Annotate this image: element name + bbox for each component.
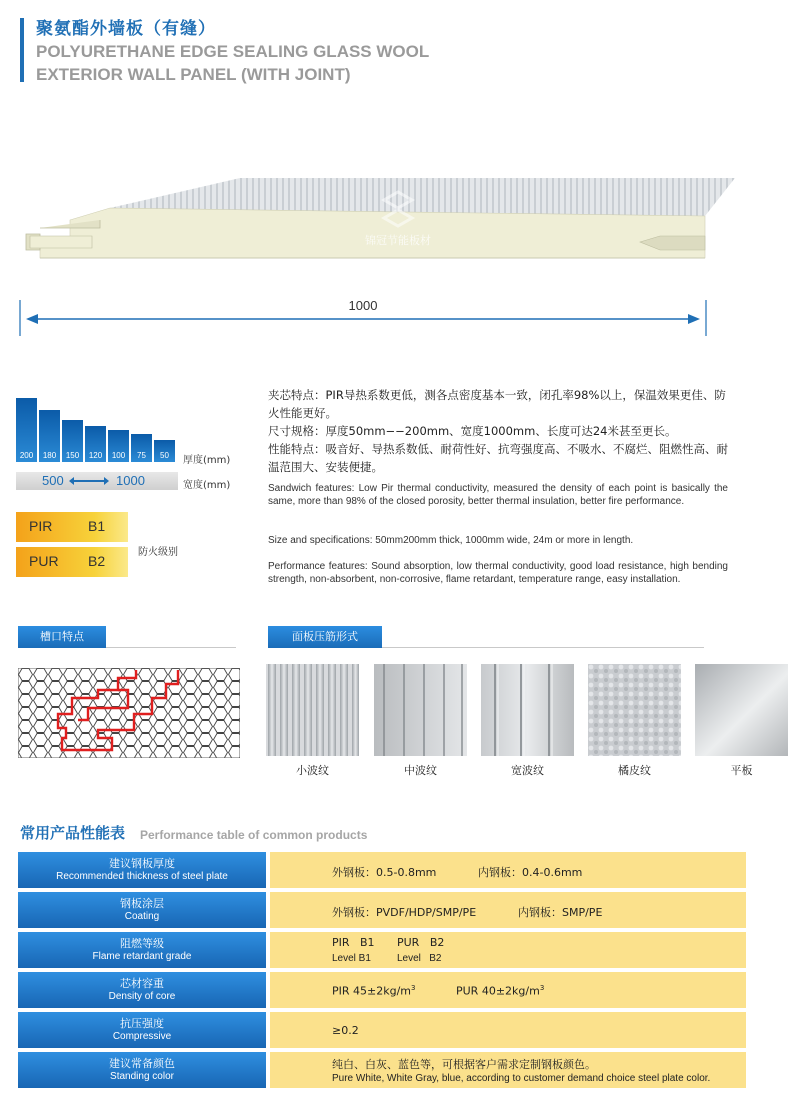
panel-core: [40, 208, 705, 258]
thickness-bar: 180: [39, 410, 60, 462]
texture-label: 平板: [730, 764, 753, 777]
texture-label: 橘皮纹: [618, 764, 651, 777]
performance-subtitle: Performance table of common products: [140, 828, 368, 842]
texture-flat: [695, 664, 788, 756]
texture-medium-wave: [374, 664, 467, 756]
grade-badge-pur: [16, 547, 128, 577]
description-cn: [268, 386, 728, 476]
texture-label: 中波纹: [404, 764, 437, 777]
performance-title: 常用产品性能表: [20, 824, 126, 842]
desc-cn-performance: 性能特点：吸音好、导热系数低、耐荷性好、抗弯强度高、不吸水、不腐烂、阻燃性高、耐温范围大、安装便捷。: [268, 442, 728, 474]
dimension-indicator: [18, 298, 708, 338]
double-arrow-icon: [74, 480, 104, 482]
thickness-bar: 150: [62, 420, 83, 462]
header-accent-bar: [20, 18, 24, 82]
page-title-cn: 聚氨酯外墙板（有缝）: [36, 19, 216, 39]
width-label: 宽度(mm): [183, 480, 231, 491]
table-row-value: 纯白、白灰、蓝色等，可根据客户需求定制钢板颜色。 Pure White, White Gray, blue, according to customer demand choice steel plate color.: [270, 1052, 746, 1088]
desc-en-size: Size and specifications: 50mm200mm thick, 1000mm wide, 24m or more in length.: [268, 535, 634, 546]
grade-level: B1: [88, 518, 106, 534]
thickness-bar: 75: [131, 434, 152, 462]
grade-core: PIR: [29, 518, 53, 534]
panel-illustration: [0, 150, 740, 280]
tab-underline: [106, 647, 236, 648]
thickness-bar: 50: [154, 440, 175, 462]
tab-panel-textures: 面板压筋形式: [268, 626, 382, 648]
table-row-value: 外钢板：PVDF/HDP/SMP/PE 内钢板：SMP/PE: [270, 892, 746, 928]
tab-joint-features: 槽口特点: [18, 626, 106, 648]
table-row-value: PIR $45\pm 2kg/m^3$ PUR $40\pm 2kg/m^3$: [270, 972, 746, 1008]
page-title-en: [36, 40, 429, 86]
desc-cn-size: 尺寸规格：厚度50mm−−200mm、宽度1000mm、长度可达24米甚至更长。: [268, 424, 677, 438]
width-from: 500: [42, 473, 64, 488]
tab-underline: [382, 647, 704, 648]
thickness-bar: 100: [108, 430, 129, 462]
grade-core: PUR: [29, 553, 59, 569]
table-row-value: PIR B1 PUR B2 Level B1 Level B2: [270, 932, 746, 968]
desc-en-performance: Performance features: Sound absorption, low thermal conductivity, good load resistance, high bending strength, non-absorbent, non-corrosive, flame retardant, temperature range, easy installation.: [268, 561, 728, 585]
texture-small-wave: [266, 664, 359, 756]
thickness-bar: 120: [85, 426, 106, 462]
grade-badge-pir: [16, 512, 128, 542]
thickness-chart: [16, 398, 178, 462]
dimension-label: 1000: [348, 298, 378, 313]
watermark-text: 锦冠节能板材: [365, 234, 431, 247]
grade-level: B2: [88, 553, 106, 569]
joint-core-hex: [18, 668, 240, 758]
joint-diagram: [18, 668, 240, 758]
fire-rating-label: 防火级别: [138, 547, 178, 558]
table-row-label: 阻燃等级 Flame retardant grade: [18, 932, 266, 968]
texture-label: 小波纹: [296, 764, 329, 777]
table-row-value: ≥0.2: [270, 1012, 746, 1048]
page-title-en-line1: POLYURETHANE EDGE SEALING GLASS WOOL: [36, 42, 430, 61]
thickness-label: 厚度(mm): [183, 455, 231, 466]
desc-en-core: Sandwich features: Low Pir thermal conductivity, measured the density of each point is basically the same, more than 98% of the closed porosity, better thermal insulation, better fire performance.: [268, 483, 728, 507]
width-to: 1000: [116, 473, 145, 488]
texture-wide-wave: [481, 664, 574, 756]
table-row-label: 芯材容重 Density of core: [18, 972, 266, 1008]
width-range: [16, 472, 178, 490]
thickness-bar: 200: [16, 398, 37, 462]
table-row-label: 建议常备颜色 Standing color: [18, 1052, 266, 1088]
texture-orange-peel: [588, 664, 681, 756]
table-row-label: 钢板涂层 Coating: [18, 892, 266, 928]
table-row-label: 抗压强度 Compressive: [18, 1012, 266, 1048]
table-row-value: 外钢板：0.5-0.8mm 内钢板：0.4-0.6mm: [270, 852, 746, 888]
table-row-label: 建议钢板厚度 Recommended thickness of steel plate: [18, 852, 266, 888]
page-title-en-line2: EXTERIOR WALL PANEL (WITH JOINT): [36, 65, 351, 84]
texture-label: 宽波纹: [511, 764, 544, 777]
desc-cn-core: 夹芯特点：PIR导热系数更低，测各点密度基本一致，闭孔率98%以上，保温效果更佳、防火性能更好。: [268, 388, 726, 420]
